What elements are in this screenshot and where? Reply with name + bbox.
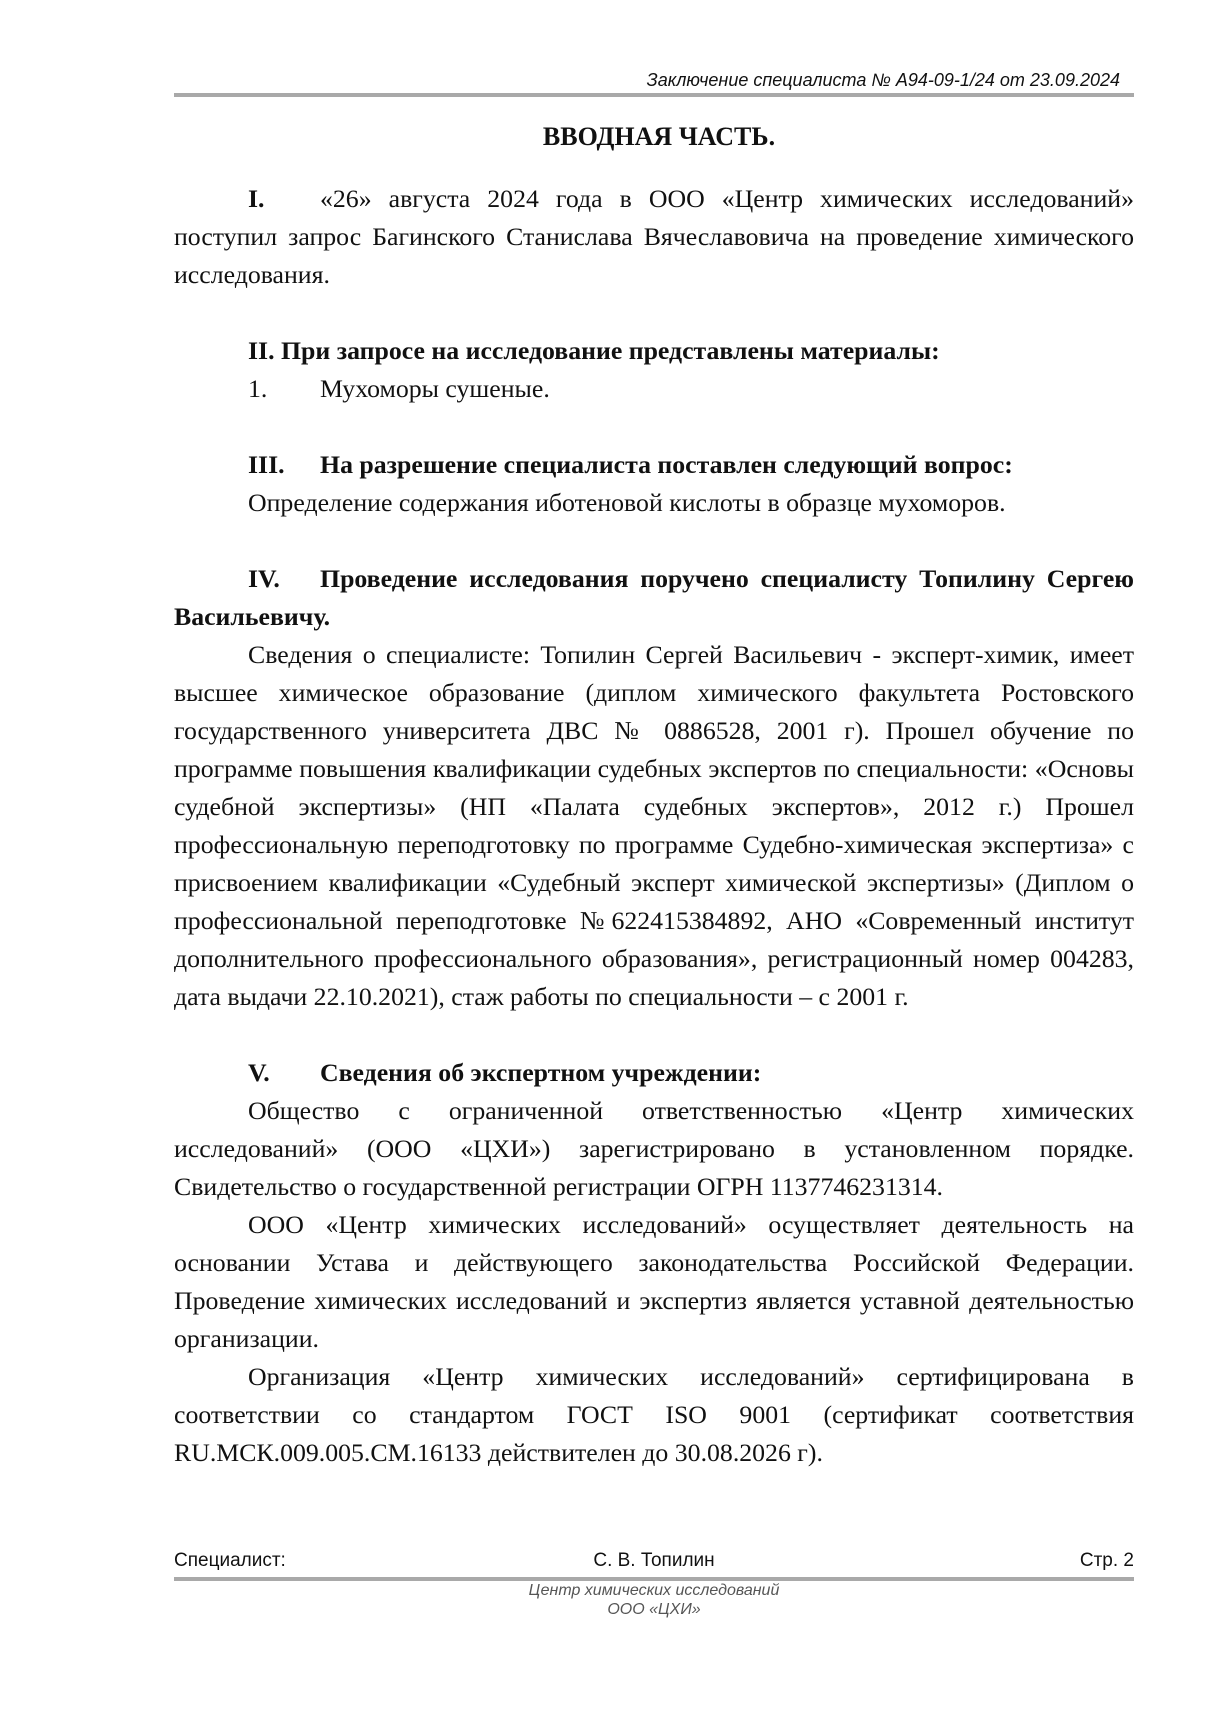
document-body bbox=[174, 118, 1134, 1472]
header-divider bbox=[174, 93, 1134, 97]
materials-item-number: 1. bbox=[248, 374, 268, 403]
footer-organization-name: Центр химических исследований bbox=[528, 1582, 780, 1599]
section-2-heading: II. При запросе на исследование представлены материалы: bbox=[248, 336, 940, 365]
section-1-paragraph bbox=[174, 180, 1134, 294]
organization-paragraph-2: ООО «Центр химических исследований» осуществляет деятельность на основании Устава и действующего законодательства Российской Федерации. Проведение химических исследований и экспертиз является уставной деятельностью организации. bbox=[174, 1210, 1134, 1353]
section-3-heading bbox=[174, 446, 1134, 484]
specialist-info-paragraph: Сведения о специалисте: Топилин Сергей Васильевич - эксперт-химик, имеет высшее химическое образование (диплом химического факультета Ростовского государственного университета ДВС № 0886528, 2001 г). Прошел обучение по программе повышения квалификации судебных экспертов по специальности: «Основы судебной экспертизы» (НП «Палата судебных экспертов», 2012 г.) Прошел профессиональную переподготовку по программе Судебно-химическая экспертиза» с присвоением квалификации «Судебный эксперт химической экспертизы» (Диплом о профессиональной переподготовке №622415384892, АНО «Современный институт дополнительного профессионального образования», регистрационный номер 004283, дата выдачи 22.10.2021), стаж работы по специальности – с 2001 г. bbox=[174, 640, 1134, 1011]
page-footer bbox=[174, 1550, 1134, 1578]
section-3-question: Определение содержания иботеновой кислоты в образце мухоморов. bbox=[248, 488, 1006, 517]
section-1-text: «26» августа 2024 года в ООО «Центр химических исследований» поступил запрос Багинского Станислава Вячеславовича на проведение химического исследования. bbox=[174, 184, 1134, 289]
section-title: ВВОДНАЯ ЧАСТЬ. bbox=[542, 122, 776, 151]
materials-list-item bbox=[174, 370, 1134, 408]
footer-organization-short: ООО «ЦХИ» bbox=[607, 1601, 701, 1618]
organization-paragraph-1: Общество с ограниченной ответственностью «Центр химических исследований» (ООО «ЦХИ») зарегистрировано в установленном порядке. Свидетельство о государственной регистрации ОГРН 1137746231314. bbox=[174, 1096, 1134, 1201]
section-4-number: IV. bbox=[248, 564, 280, 593]
section-3-heading-text: На разрешение специалиста поставлен следующий вопрос: bbox=[320, 450, 1013, 479]
section-3-number: III. bbox=[248, 450, 285, 479]
section-4-heading-text: Проведение исследования поручено специалисту Топилину Сергею Васильевичу. bbox=[174, 564, 1134, 631]
page-number: Стр. 2 bbox=[1079, 1550, 1134, 1571]
document-reference-header: Заключение специалиста № А94-09-1/24 от 23.09.2024 bbox=[646, 70, 1120, 90]
footer-divider bbox=[174, 1577, 1134, 1581]
organization-paragraph-3: Организация «Центр химических исследований» сертифицирована в соответствии со стандартом ГОСТ ISO 9001 (сертификат соответствия RU.МСК.009.005.СМ.16133 действителен до 30.08.2026 г). bbox=[174, 1362, 1134, 1467]
materials-item-text: Мухоморы сушеные. bbox=[320, 374, 550, 403]
section-1-number: I. bbox=[248, 184, 265, 213]
section-4-heading bbox=[174, 560, 1134, 636]
section-5-heading-text: Сведения об экспертном учреждении: bbox=[320, 1058, 762, 1087]
footer-specialist-name: С. В. Топилин bbox=[593, 1550, 715, 1571]
section-5-heading bbox=[174, 1054, 1134, 1092]
section-5-number: V. bbox=[248, 1058, 270, 1087]
footer-specialist-label: Специалист: bbox=[174, 1550, 286, 1571]
